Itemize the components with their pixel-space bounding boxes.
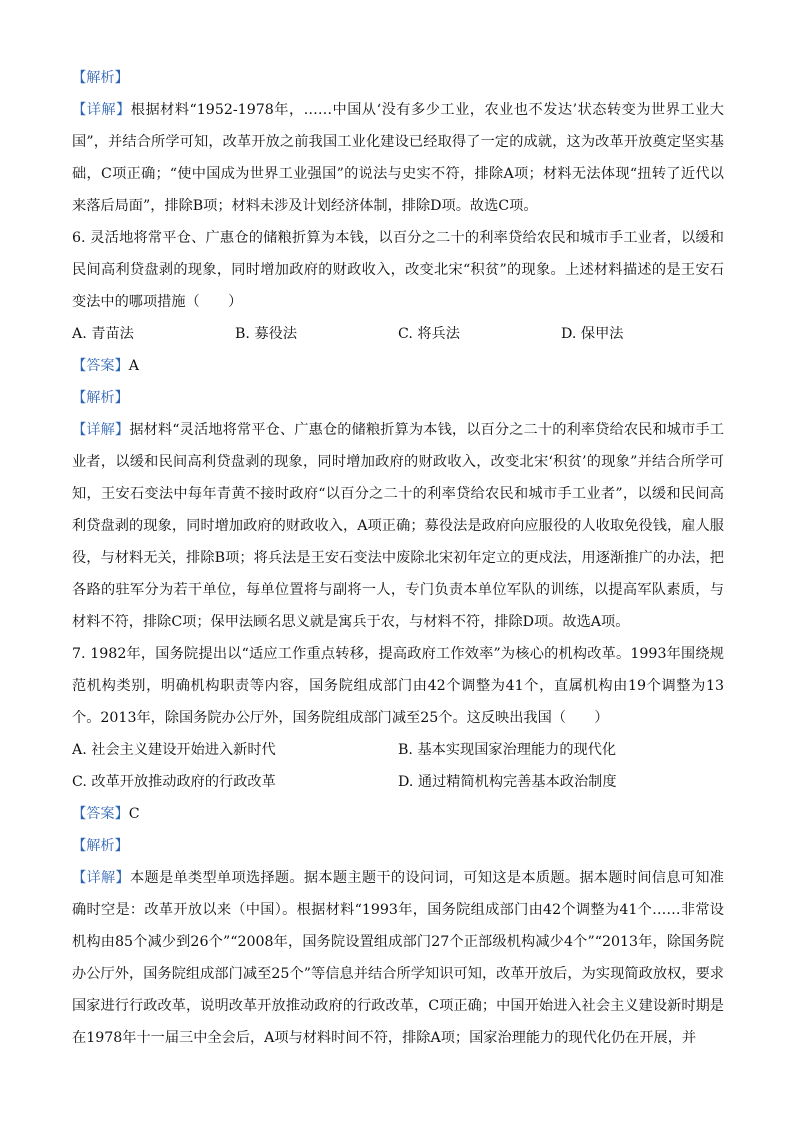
q6-options: [72, 318, 724, 350]
answer-label: 【答案】: [72, 806, 129, 822]
q7-detail-paragraph: [72, 862, 724, 1054]
q6-analysis-heading: [72, 382, 724, 414]
q7-answer: [72, 798, 724, 830]
q6-option-d: D. 保甲法: [561, 326, 624, 342]
answer-label: 【答案】: [72, 358, 129, 374]
analysis-label: 【解析】: [72, 390, 129, 406]
q7-analysis-heading: [72, 830, 724, 862]
q5-analysis-heading: [72, 62, 724, 94]
q7-option-b: B. 基本实现国家治理能力的现代化: [398, 742, 617, 758]
q6-detail-paragraph: [72, 414, 724, 638]
q5-detail-paragraph: [72, 94, 724, 222]
document-page: [72, 62, 724, 1054]
q6-option-b: B. 募役法: [235, 326, 298, 342]
detail-label: 【详解】: [72, 102, 131, 118]
analysis-label: 【解析】: [72, 838, 129, 854]
q7-option-a: A. 社会主义建设开始进入新时代: [72, 742, 276, 758]
q6-option-c: C. 将兵法: [398, 326, 460, 342]
detail-label: 【详解】: [72, 422, 130, 438]
q6-answer-value: A: [128, 358, 140, 374]
q7-option-d: D. 通过精简机构完善基本政治制度: [398, 774, 617, 790]
q7-options: [72, 734, 724, 798]
q6-answer: [72, 350, 724, 382]
q7-stem: 7. 1982年，国务院提出以“适应工作重点转移，提高政府工作效率”为核心的机构改革。1993年围绕规范机构类别，明确机构职责等内容，国务院组成部门由42个调整为41个，直属机构由19个调整为13个。2013年，除国务院办公厅外，国务院组成部门减至25个。这反映出我国（ ）: [72, 646, 724, 726]
q7-detail-text: 本题是单类型单项选择题。据本题主题干的设问词，可知这是本质题。据本题时间信息可知准确时空是：改革开放以来（中国）。根据材料“1993年，国务院组成部门由42个调整为41个……非常设机构由85个减少到26个”“2008年，国务院设置组成部门27个正部级机构减少4个”“2013年，除国务院办公厅外，国务院组成部门减至25个”等信息并结合所学知识可知，改革开放后，为实现简政放权，要求国家进行行政改革，说明改革开放推动政府的行政改革，C项正确；中国开始进入社会主义建设新时期是在1978年十一届三中全会后，A项与材料时间不符，排除A项；国家治理能力的现代化仍在开展，并: [72, 870, 724, 1046]
q6-stem: 6. 灵活地将常平仓、广惠仓的储粮折算为本钱，以百分之二十的利率贷给农民和城市手工业者，以缓和民间高利贷盘剥的现象，同时增加政府的财政收入，改变北宋“积贫”的现象。上述材料描述的是王安石变法中的哪项措施（ ）: [72, 230, 724, 310]
q7-option-c: C. 改革开放推动政府的行政改革: [72, 774, 276, 790]
detail-label: 【详解】: [72, 870, 130, 886]
q7-answer-value: C: [128, 806, 140, 822]
analysis-label: 【解析】: [72, 70, 129, 86]
q6-option-a: A. 青苗法: [72, 326, 134, 342]
q6-detail-text: 据材料“灵活地将常平仓、广惠仓的储粮折算为本钱，以百分之二十的利率贷给农民和城市手工业者，以缓和民间高利贷盘剥的现象，同时增加政府的财政收入，改变北宋‘积贫’的现象”并结合所学可知，王安石变法中每年青黄不接时政府“以百分之二十的利率贷给农民和城市手工业者”，以缓和民间高利贷盘剥的现象，同时增加政府的财政收入，A项正确；募役法是政府向应服役的人收取免役钱，雇人服役，与材料无关，排除B项；将兵法是王安石变法中废除北宋初年定立的更戍法，用逐渐推广的办法，把各路的驻军分为若干单位，每单位置将与副将一人，专门负责本单位军队的训练，以提高军队素质，与材料不符，排除C项；保甲法顾名思义就是寓兵于农，与材料不符，排除D项。故选A项。: [72, 422, 724, 630]
q5-detail-text: 根据材料“1952-1978年，……中国从‘没有多少工业，农业也不发达’状态转变为世界工业大国”，并结合所学可知，改革开放之前我国工业化建设已经取得了一定的成就，这为改革开放奠定坚实基础，C项正确；“使中国成为世界工业强国”的说法与史实不符，排除A项；材料无法体现“扭转了近代以来落后局面”，排除B项；材料未涉及计划经济体制，排除D项。故选C项。: [72, 102, 724, 214]
